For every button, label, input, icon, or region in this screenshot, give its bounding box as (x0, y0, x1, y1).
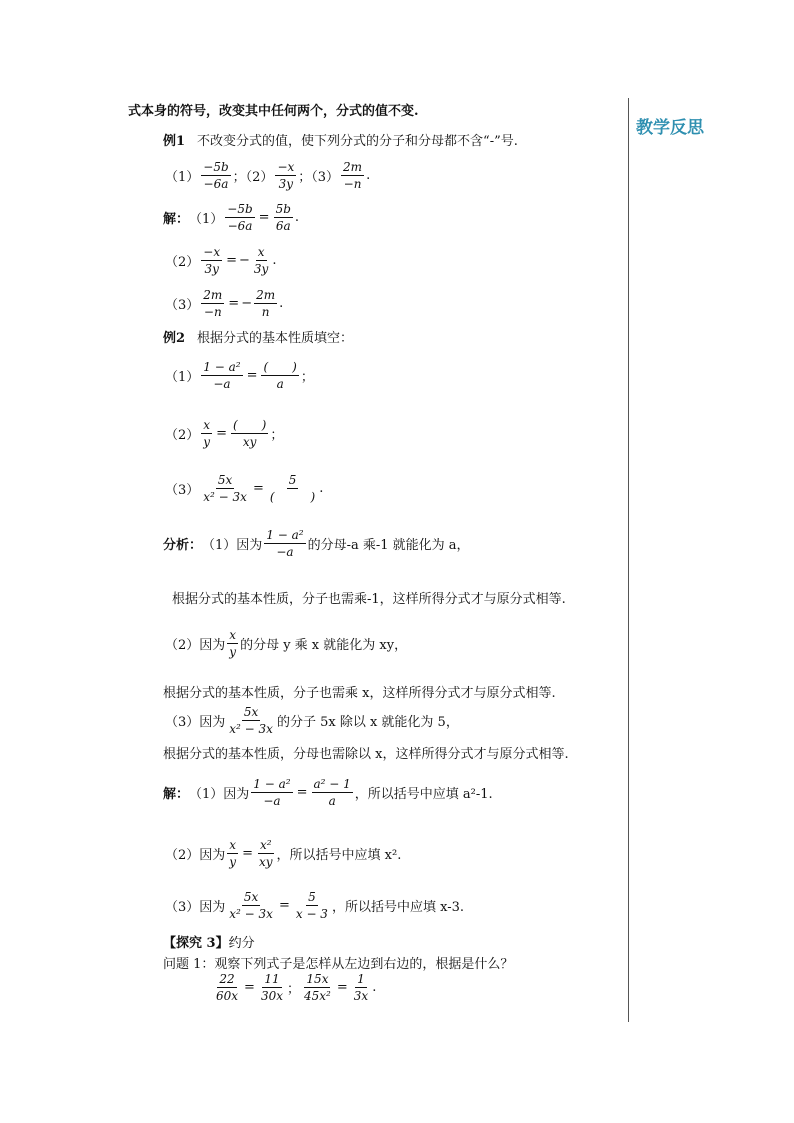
denominator: n (261, 305, 270, 320)
period: . (294, 210, 300, 226)
fraction (201, 288, 224, 320)
denominator: −a (213, 377, 231, 392)
analysis-3-reason: 根据分式的基本性质，分母也需除以 x，这样所得分式才与原分式相等. (163, 747, 569, 762)
period: . (272, 253, 277, 269)
example2-header (163, 327, 353, 346)
fraction (201, 160, 230, 192)
solution-label: 解： (163, 212, 190, 228)
text: （3）因为 (165, 715, 226, 731)
semicolon: ； (270, 428, 284, 444)
teaching-reflection-heading: 教学反思 (636, 118, 704, 138)
explore3-label: 【探究 3】 (163, 936, 229, 951)
solution2-2 (165, 838, 401, 870)
fraction (254, 288, 277, 320)
analysis-2 (165, 628, 407, 660)
fraction (302, 972, 333, 1004)
explore3-header (163, 932, 255, 951)
numerator: 11 (262, 972, 281, 988)
intro-line: 式本身的符号，改变其中任何两个，分式的值不变. (128, 104, 419, 119)
denominator: x − 3 (295, 907, 328, 922)
text: 的分母-a 乘-1 就能化为 a， (307, 538, 470, 554)
text: 的分子 5x 除以 x 就能化为 5， (276, 715, 459, 731)
equals-sign: = (252, 481, 264, 497)
example2-label: 例2 (163, 331, 186, 346)
minus-sign: − (239, 253, 250, 269)
numerator: 22 (217, 972, 236, 988)
equals-sign: = (244, 980, 255, 996)
fraction (201, 245, 222, 277)
numerator: −x (201, 245, 222, 261)
denominator: 3y (253, 262, 269, 277)
example1-solution-2 (165, 245, 276, 277)
equals-sign: = (296, 785, 308, 801)
explore3-question1: 问题 1：观察下列式子是怎样从左边到右边的，根据是什么？ (163, 957, 514, 972)
fraction (227, 628, 238, 660)
fraction (252, 245, 270, 277)
numerator: 2m (254, 288, 277, 304)
fraction (274, 202, 293, 234)
numerator: 1 − a² (251, 777, 292, 793)
denominator: x² − 3x (203, 490, 247, 505)
fraction (201, 360, 242, 392)
text: （2）因为 (165, 638, 226, 654)
equals-sign: = (216, 426, 227, 442)
numerator: 1 (355, 972, 367, 988)
denominator: xy (242, 435, 257, 450)
numerator: a² − 1 (312, 777, 353, 793)
equals-sign: = (258, 210, 270, 226)
numerator: 5x (216, 473, 234, 489)
example2-q1 (165, 360, 314, 392)
denominator: −n (203, 305, 222, 320)
denominator: y (203, 435, 211, 450)
fraction (352, 972, 370, 1004)
denominator: y (229, 645, 237, 660)
semicolon: ； (300, 370, 314, 386)
numerator: 2m (341, 160, 364, 176)
example1-header (163, 130, 518, 149)
example1-solution-3 (165, 288, 283, 320)
text: （3）因为 (165, 900, 226, 916)
period: . (279, 296, 284, 312)
period: . (319, 481, 324, 497)
equals-sign: = (246, 368, 258, 384)
denominator: 3x (353, 989, 369, 1004)
fraction (261, 360, 298, 392)
label: （3） (165, 298, 200, 314)
denominator: x² − 3x (229, 722, 273, 737)
text: ，所以括号中应填 x². (276, 848, 402, 864)
equals-sign: = (278, 898, 290, 914)
analysis-2-reason: 根据分式的基本性质，分子也需乘 x，这样所得分式才与原分式相等. (163, 686, 556, 701)
numerator: x² (258, 838, 274, 854)
label: （2） (165, 428, 200, 444)
denominator: y (229, 855, 237, 870)
equals-sign: = (226, 253, 238, 269)
solution2-3 (165, 890, 464, 922)
solution-label: 解： (163, 787, 190, 803)
label: （3） (165, 483, 200, 499)
numerator: 1 − a² (201, 360, 242, 376)
text: （1）因为 (202, 538, 263, 554)
text: ，所以括号中应填 x-3. (331, 900, 464, 916)
denominator: ( ) (269, 490, 316, 505)
denominator: −6a (227, 219, 253, 234)
fraction (341, 160, 364, 192)
period: . (366, 168, 371, 184)
fraction (259, 972, 285, 1004)
denominator: −a (263, 794, 281, 809)
denominator: 30x (260, 989, 283, 1004)
text: （2）因为 (165, 848, 226, 864)
denominator: xy (258, 855, 273, 870)
numerator: ( ) (231, 418, 268, 434)
fraction (268, 473, 317, 505)
equals-sign: = (242, 846, 253, 862)
denominator: 6a (275, 219, 291, 234)
numerator: x (256, 245, 267, 261)
example1-text: 不改变分式的值，使下列分式的分子和分母都不含“-”号. (197, 134, 518, 149)
denominator: −a (276, 545, 294, 560)
example1-solution-1 (163, 202, 299, 234)
fraction (264, 528, 305, 560)
numerator: ( ) (261, 360, 298, 376)
numerator: −5b (201, 160, 230, 176)
numerator: 1 − a² (264, 528, 305, 544)
numerator: −x (275, 160, 296, 176)
analysis-1 (163, 528, 470, 560)
label: （1） (165, 370, 200, 386)
example1-problems (165, 160, 370, 192)
denominator: 60x (216, 989, 239, 1004)
text: ，所以括号中应填 a²-1. (354, 787, 493, 803)
equals-sign: = (336, 980, 348, 996)
numerator: x (201, 418, 212, 434)
semicolon: ； (287, 982, 301, 998)
denominator: −6a (203, 177, 229, 192)
explore3-title: 约分 (228, 936, 255, 951)
equals-sign: = (228, 296, 240, 312)
minus-sign: − (241, 296, 253, 312)
example2-q2 (165, 418, 283, 450)
text: 的分母 y 乘 x 就能化为 xy， (240, 638, 408, 654)
fraction (312, 777, 353, 809)
denominator: 3y (278, 177, 294, 192)
solution2-1 (163, 777, 493, 809)
numerator: 5b (274, 202, 293, 218)
fraction (225, 202, 254, 234)
numerator: 5x (242, 890, 260, 906)
denominator: 45x² (304, 989, 331, 1004)
example1-label: 例1 (163, 134, 186, 149)
numerator: 15x (304, 972, 330, 988)
fraction (201, 418, 212, 450)
numerator: 5 (306, 890, 318, 906)
numerator: 5 (287, 473, 299, 489)
numerator: x (227, 838, 238, 854)
period: . (372, 980, 377, 996)
numerator: −5b (225, 202, 254, 218)
fraction (201, 473, 249, 505)
label: （2） (165, 255, 200, 271)
explore3-examples (212, 972, 376, 1004)
fraction (257, 838, 275, 870)
denominator: 3y (204, 262, 219, 277)
fraction (251, 777, 292, 809)
fraction (275, 160, 296, 192)
label: ；（2） (232, 170, 274, 186)
label: ；（3） (298, 170, 340, 186)
analysis-3 (165, 705, 459, 737)
denominator: x² − 3x (229, 907, 273, 922)
numerator: 2m (201, 288, 224, 304)
fraction (231, 418, 268, 450)
analysis-1-reason: 根据分式的基本性质，分子也需乘-1，这样所得分式才与原分式相等. (172, 592, 566, 607)
fraction (214, 972, 240, 1004)
text: （1）因为 (189, 787, 250, 803)
denominator: a (328, 794, 336, 809)
example2-q3 (165, 473, 323, 505)
numerator: 5x (242, 705, 260, 721)
analysis-label: 分析： (163, 538, 203, 554)
denominator: a (276, 377, 284, 392)
fraction (294, 890, 330, 922)
label: （1） (165, 170, 200, 186)
fraction (227, 838, 238, 870)
fraction (227, 705, 275, 737)
denominator: −n (343, 177, 362, 192)
margin-divider (628, 98, 629, 1022)
numerator: x (227, 628, 238, 644)
label: （1） (189, 212, 224, 228)
example2-text: 根据分式的基本性质填空： (197, 331, 354, 346)
fraction (227, 890, 275, 922)
